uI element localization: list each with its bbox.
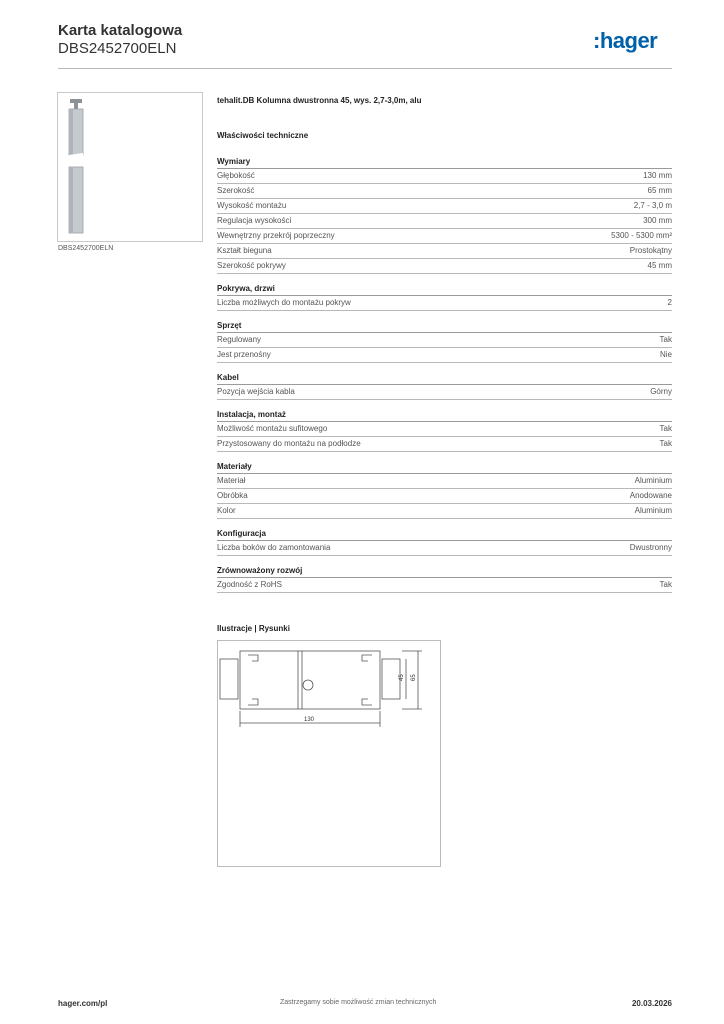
property-row — [217, 504, 672, 519]
property-group — [217, 284, 672, 311]
property-label: Liczba możliwych do montażu pokryw — [217, 298, 351, 307]
property-group-title: Materiały — [217, 462, 672, 474]
product-description: tehalit.DB Kolumna dwustronna 45, wys. 2,7-3,0m, alu — [217, 96, 422, 105]
property-row — [217, 489, 672, 504]
illustrations-heading: Ilustracje | Rysunki — [217, 624, 290, 633]
property-group-title: Instalacja, montaż — [217, 410, 672, 422]
profile-clip-tl — [248, 655, 258, 661]
property-label: Jest przenośny — [217, 350, 271, 359]
property-value: Anodowane — [629, 491, 672, 500]
property-row — [217, 169, 672, 184]
property-label: Obróbka — [217, 491, 248, 500]
property-row — [217, 184, 672, 199]
cover-right — [382, 659, 400, 699]
property-label: Przystosowany do montażu na podłodze — [217, 439, 361, 448]
column-top-stem — [74, 103, 78, 109]
property-value: 130 mm — [643, 171, 672, 180]
property-value: Tak — [659, 335, 672, 344]
property-value: 5300 - 5300 mm² — [611, 231, 672, 240]
hager-logo: :hager — [593, 28, 658, 53]
property-value: 65 mm — [647, 186, 672, 195]
property-label: Szerokość pokrywy — [217, 261, 286, 270]
property-label: Głębokość — [217, 171, 255, 180]
column-top-cap — [70, 99, 82, 103]
property-row — [217, 348, 672, 363]
property-label: Materiał — [217, 476, 246, 485]
property-group — [217, 410, 672, 452]
property-value: 300 mm — [643, 216, 672, 225]
property-value: 45 mm — [647, 261, 672, 270]
cross-section-drawing — [218, 641, 440, 866]
profile-clip-br — [362, 699, 372, 705]
footer-website[interactable]: hager.com/pl — [58, 999, 108, 1008]
property-value: 2,7 - 3,0 m — [633, 201, 672, 210]
property-group — [217, 157, 672, 274]
column-lower-shade — [69, 167, 73, 233]
property-value: Górny — [650, 387, 672, 396]
property-group-title: Sprzęt — [217, 321, 672, 333]
property-label: Zgodność z RoHS — [217, 580, 282, 589]
property-group-title: Zrównoważony rozwój — [217, 566, 672, 578]
illustration-frame — [217, 640, 441, 867]
property-group-title: Konfiguracja — [217, 529, 672, 541]
property-row — [217, 333, 672, 348]
profile-clip-tr — [362, 655, 372, 661]
technical-properties-heading: Właściwości techniczne — [217, 131, 309, 140]
footer-date: 20.03.2026 — [631, 999, 672, 1008]
footer-notice: Zastrzegamy sobie możliwość zmian technicznych — [280, 999, 437, 1006]
product-caption: DBS2452700ELN — [58, 245, 114, 252]
product-code: DBS2452700ELN — [58, 40, 177, 57]
cover-left — [220, 659, 238, 699]
property-row — [217, 296, 672, 311]
property-row — [217, 259, 672, 274]
property-group-title: Kabel — [217, 373, 672, 385]
property-value: Nie — [659, 350, 672, 359]
property-row — [217, 474, 672, 489]
property-value: Aluminium — [634, 476, 672, 485]
property-value: Dwustronny — [629, 543, 672, 552]
dim-inner-label: 45 — [399, 674, 405, 681]
property-value: Tak — [659, 580, 672, 589]
property-value: Aluminium — [634, 506, 672, 515]
profile-screw-channel — [303, 680, 313, 690]
column-break — [69, 153, 83, 167]
property-row — [217, 229, 672, 244]
property-group — [217, 529, 672, 556]
dim-width-label: 130 — [304, 717, 315, 723]
property-group — [217, 566, 672, 593]
property-label: Regulowany — [217, 335, 262, 344]
product-image — [58, 93, 202, 241]
property-row — [217, 541, 672, 556]
property-row — [217, 244, 672, 259]
property-label: Liczba boków do zamontowania — [217, 543, 331, 552]
property-group-title: Wymiary — [217, 157, 672, 169]
property-value: Prostokątny — [629, 246, 672, 255]
property-label: Regulacja wysokości — [217, 216, 292, 225]
product-image-frame — [57, 92, 203, 242]
property-label: Możliwość montażu sufitowego — [217, 424, 328, 433]
property-groups — [217, 157, 672, 593]
dim-outer-label: 65 — [411, 674, 417, 681]
property-row — [217, 437, 672, 452]
property-label: Szerokość — [217, 186, 255, 195]
property-label: Wewnętrzny przekrój poprzeczny — [217, 231, 335, 240]
property-value: Tak — [659, 424, 672, 433]
column-upper-shade — [69, 109, 73, 155]
property-row — [217, 422, 672, 437]
property-value: Tak — [659, 439, 672, 448]
property-row — [217, 214, 672, 229]
document-title: Karta katalogowa — [58, 22, 183, 39]
property-group — [217, 373, 672, 400]
property-label: Wysokość montażu — [217, 201, 287, 210]
header-divider — [58, 68, 672, 69]
property-row — [217, 385, 672, 400]
property-label: Pozycja wejścia kabla — [217, 387, 295, 396]
property-group-title: Pokrywa, drzwi — [217, 284, 672, 296]
property-value: 2 — [667, 298, 672, 307]
logo-text: hager — [599, 28, 658, 53]
property-label: Kształt bieguna — [217, 246, 272, 255]
property-group — [217, 321, 672, 363]
property-label: Kolor — [217, 506, 236, 515]
property-row — [217, 199, 672, 214]
property-row — [217, 578, 672, 593]
property-group — [217, 462, 672, 519]
technical-section — [217, 96, 672, 603]
profile-clip-bl — [248, 699, 258, 705]
